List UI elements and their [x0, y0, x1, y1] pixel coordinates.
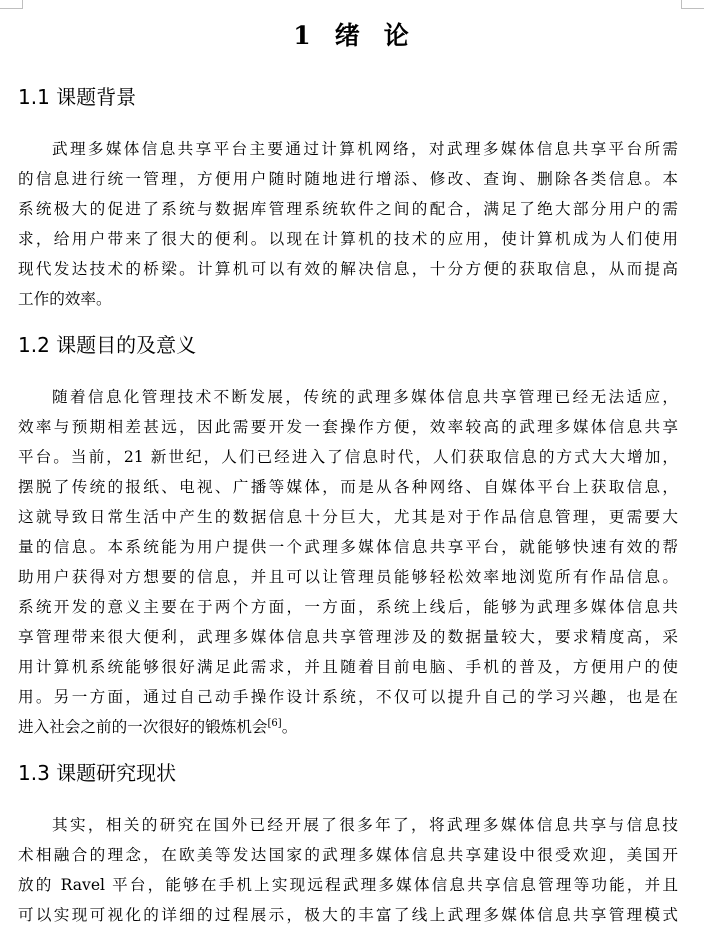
chapter-title-char-2: 论 [383, 21, 411, 50]
citation-reference[interactable]: [6] [267, 718, 282, 729]
section-heading-1-1: 1.1 课题背景 [18, 85, 137, 109]
paragraph-line: 放的 Ravel 平台，能够在手机上实现远程武理多媒体信息共享信息管理等功能，并且 [18, 876, 678, 894]
paragraph-line: 随着信息化管理技术不断发展，传统的武理多媒体信息共享管理已经无法适应， [52, 388, 678, 406]
paragraph-line: 其实，相关的研究在国外已经开展了很多年了，将武理多媒体信息共享与信息技 [52, 816, 678, 834]
paragraph-status [18, 810, 678, 930]
paragraph-line-text: 进入社会之前的一次很好的锻炼机会 [18, 718, 268, 736]
paragraph-line: 的信息进行统一管理，方便用户随时随地进行增添、修改、查询、删除各类信息。本 [18, 170, 678, 188]
paragraph-line: 可以实现可视化的详细的过程展示，极大的丰富了线上武理多媒体信息共享管理模式 [18, 906, 678, 924]
paragraph-line: 现代发达技术的桥梁。计算机可以有效的解决信息，十分方便的获取信息，从而提高 [18, 260, 678, 278]
section-heading-1-3: 1.3 课题研究现状 [18, 761, 177, 785]
paragraph-line: 效率与预期相差甚远，因此需要开发一套操作方便，效率较高的武理多媒体信息共享 [18, 418, 678, 436]
paragraph-line: 工作的效率。 [18, 290, 112, 308]
paragraph-line: 助用户获得对方想要的信息，并且可以让管理员能够轻松效率地浏览所有作品信息。 [18, 568, 678, 586]
paragraph-line: 平台。当前，21 新世纪，人们已经进入了信息时代，人们获取信息的方式大大增加， [18, 448, 678, 466]
page-corner-mark-left [0, 0, 23, 9]
paragraph-end-punctuation: 。 [281, 718, 298, 736]
page-corner-mark-right [681, 0, 704, 9]
paragraph-line: 术相融合的理念，在欧美等发达国家的武理多媒体信息共享建设中很受欢迎，美国开 [18, 846, 678, 864]
chapter-number: 1 [293, 21, 313, 50]
paragraph-line: 系统极大的促进了系统与数据库管理系统软件之间的配合，满足了绝大部分用户的需 [18, 200, 678, 218]
paragraph-background [18, 134, 678, 314]
paragraph-purpose [18, 382, 678, 742]
chapter-title [0, 18, 704, 54]
paragraph-line: 求，给用户带来了很大的便利。以现在计算机的技术的应用，使计算机成为人们使用 [18, 230, 678, 248]
paragraph-line-last [18, 712, 678, 742]
chapter-title-char-1: 绪 [334, 21, 362, 50]
paragraph-line: 系统开发的意义主要在于两个方面，一方面，系统上线后，能够为武理多媒体信息共 [18, 598, 678, 616]
paragraph-line: 享管理带来很大便利，武理多媒体信息共享管理涉及的数据量较大，要求精度高，采 [18, 628, 678, 646]
paragraph-line: 用计算机系统能够很好满足此需求，并且随着目前电脑、手机的普及，方便用户的使 [18, 658, 678, 676]
paragraph-line: 摆脱了传统的报纸、电视、广播等媒体，而是从各种网络、自媒体平台上获取信息， [18, 478, 678, 496]
paragraph-line: 这就导致日常生活中产生的数据信息十分巨大，尤其是对于作品信息管理，更需要大 [18, 508, 678, 526]
paragraph-line: 武理多媒体信息共享平台主要通过计算机网络，对武理多媒体信息共享平台所需 [52, 140, 678, 158]
paragraph-line: 量的信息。本系统能为用户提供一个武理多媒体信息共享平台，就能够快速有效的帮 [18, 538, 678, 556]
section-heading-1-2: 1.2 课题目的及意义 [18, 333, 197, 357]
paragraph-line: 用。另一方面，通过自己动手操作设计系统，不仅可以提升自己的学习兴趣，也是在 [18, 688, 678, 706]
